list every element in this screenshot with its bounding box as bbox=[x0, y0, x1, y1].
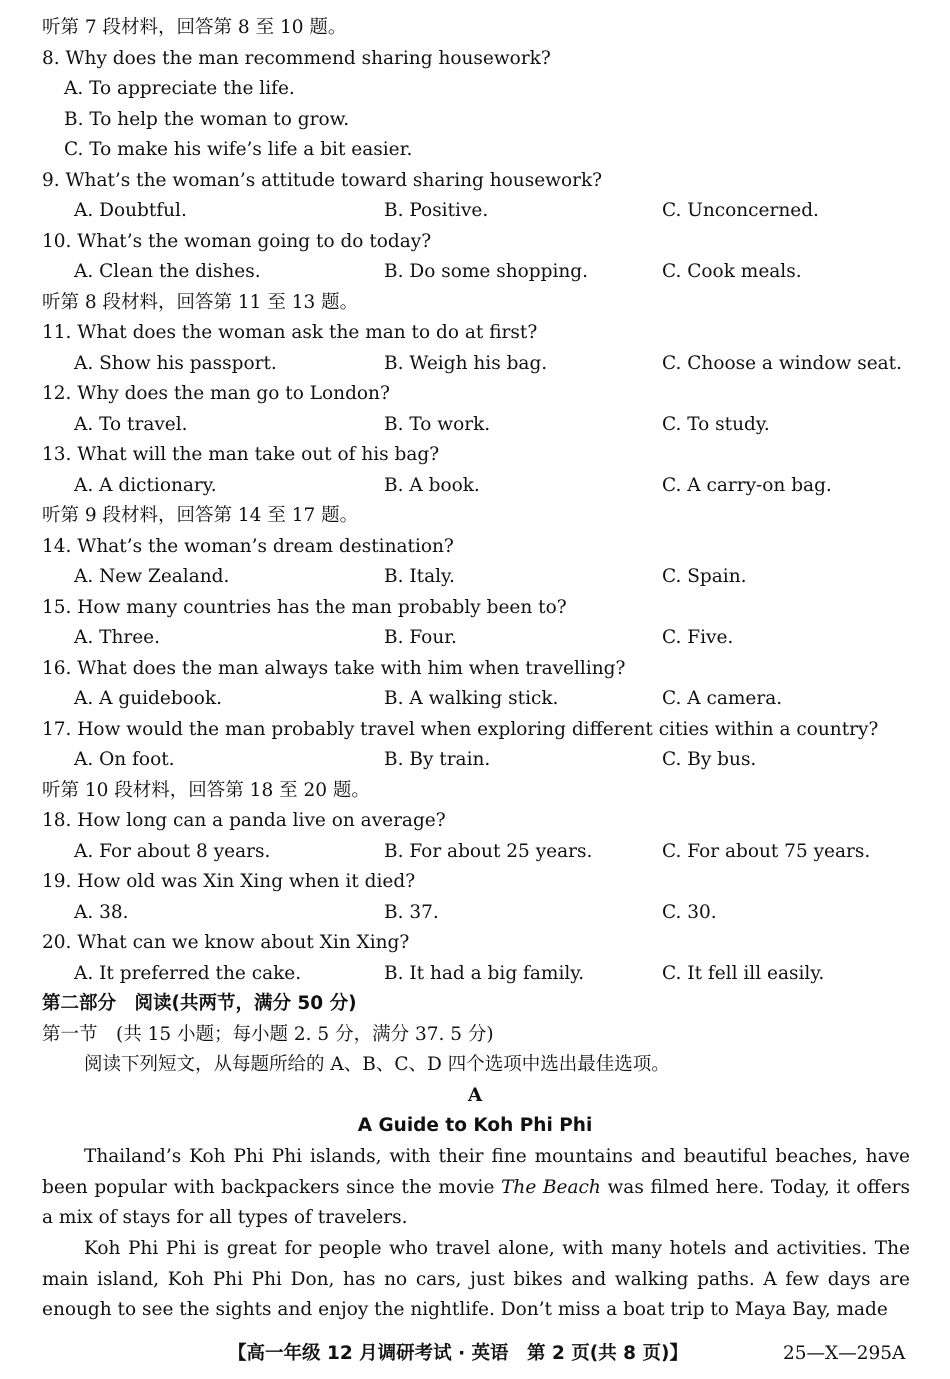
option-c: C. Spain. bbox=[662, 566, 747, 587]
option-c: C. To study. bbox=[662, 414, 770, 435]
option-8a: A. To appreciate the life. bbox=[64, 78, 295, 99]
question-20: 20. What can we know about Xin Xing? bbox=[42, 932, 410, 953]
passage-paragraph-1 bbox=[42, 1142, 910, 1234]
option-b: B. For about 25 years. bbox=[384, 841, 593, 862]
question-10: 10. What’s the woman going to do today? bbox=[42, 231, 432, 252]
instruction: 阅读下列短文，从每题所给的 A、B、C、D 四个选项中选出最佳选项。 bbox=[84, 1054, 670, 1075]
question-11: 11. What does the woman ask the man to do at first? bbox=[42, 322, 538, 343]
option-a: A. 38. bbox=[74, 902, 129, 923]
option-b: B. Do some shopping. bbox=[384, 261, 588, 282]
option-b: B. A book. bbox=[384, 475, 480, 496]
option-c: C. 30. bbox=[662, 902, 717, 923]
option-c: C. For about 75 years. bbox=[662, 841, 871, 862]
question-18: 18. How long can a panda live on average? bbox=[42, 810, 446, 831]
movie-title: The Beach bbox=[501, 1176, 601, 1198]
option-a: A. New Zealand. bbox=[74, 566, 230, 587]
option-b: B. 37. bbox=[384, 902, 439, 923]
option-c: C. A carry-on bag. bbox=[662, 475, 832, 496]
option-c: C. It fell ill easily. bbox=[662, 963, 825, 984]
option-a: A. For about 8 years. bbox=[74, 841, 271, 862]
options-19 bbox=[74, 898, 934, 929]
option-b: B. To work. bbox=[384, 414, 491, 435]
option-8c: C. To make his wife’s life a bit easier. bbox=[64, 139, 413, 160]
option-c: C. Cook meals. bbox=[662, 261, 802, 282]
options-12 bbox=[74, 410, 934, 441]
option-8b: B. To help the woman to grow. bbox=[64, 109, 350, 130]
option-a: A. A dictionary. bbox=[74, 475, 217, 496]
listening-heading: 听第 8 段材料，回答第 11 至 13 题。 bbox=[42, 292, 359, 313]
option-b: B. Positive. bbox=[384, 200, 489, 221]
question-14: 14. What’s the woman’s dream destination? bbox=[42, 536, 454, 557]
options-10 bbox=[74, 257, 934, 288]
passage-paragraph-2: Koh Phi Phi is great for people who travel alone, with many hotels and activities. The main island, Koh Phi Phi Don, has no cars, just bikes and walking paths. A few days are enough to see the sights and enjoy the nightlife. Don’t miss a boat trip to Maya Bay, made bbox=[42, 1238, 910, 1320]
options-14 bbox=[74, 562, 934, 593]
option-b: B. By train. bbox=[384, 749, 491, 770]
question-16: 16. What does the man always take with him when travelling? bbox=[42, 658, 626, 679]
option-b: B. A walking stick. bbox=[384, 688, 559, 709]
listening-heading: 听第 10 段材料，回答第 18 至 20 题。 bbox=[42, 780, 370, 801]
part-title: 第二部分 阅读(共两节，满分 50 分) bbox=[42, 993, 357, 1014]
option-a: A. On foot. bbox=[74, 749, 175, 770]
option-a: A. To travel. bbox=[74, 414, 188, 435]
question-17: 17. How would the man probably travel when exploring different cities within a country? bbox=[42, 719, 879, 740]
option-b: B. Italy. bbox=[384, 566, 455, 587]
option-c: C. A camera. bbox=[662, 688, 783, 709]
question-9: 9. What’s the woman’s attitude toward sharing housework? bbox=[42, 170, 603, 191]
options-13 bbox=[74, 471, 934, 502]
option-c: C. Unconcerned. bbox=[662, 200, 819, 221]
passage-letter: A bbox=[467, 1085, 483, 1106]
option-a: A. Clean the dishes. bbox=[74, 261, 261, 282]
listening-heading: 听第 7 段材料，回答第 8 至 10 题。 bbox=[42, 17, 347, 38]
option-a: A. It preferred the cake. bbox=[74, 963, 302, 984]
question-8: 8. Why does the man recommend sharing housework? bbox=[42, 48, 551, 69]
option-b: B. Weigh his bag. bbox=[384, 353, 548, 374]
paragraph-text: Thailand’s Koh Phi Phi islands, with their fine mountains and beautiful beaches, have been popular with backpackers since the movie bbox=[42, 1146, 910, 1198]
paragraph-text: was filmed here. Today, it offers a mix of stays for all types of travelers. bbox=[42, 1176, 910, 1228]
option-b: B. Four. bbox=[384, 627, 457, 648]
paper-code: 25—X—295A bbox=[783, 1343, 906, 1364]
option-c: C. Five. bbox=[662, 627, 734, 648]
options-9 bbox=[74, 196, 934, 227]
options-16 bbox=[74, 684, 934, 715]
option-a: A. Show his passport. bbox=[74, 353, 277, 374]
options-18 bbox=[74, 837, 934, 868]
options-11 bbox=[74, 349, 934, 380]
option-b: B. It had a big family. bbox=[384, 963, 585, 984]
options-15 bbox=[74, 623, 934, 654]
question-12: 12. Why does the man go to London? bbox=[42, 383, 390, 404]
passage-title: A Guide to Koh Phi Phi bbox=[357, 1115, 593, 1136]
option-c: C. By bus. bbox=[662, 749, 757, 770]
option-a: A. Doubtful. bbox=[74, 200, 187, 221]
exam-info: 【高一年级 12 月调研考试 · 英语 第 2 页(共 8 页)】 bbox=[228, 1343, 688, 1364]
options-20 bbox=[74, 959, 934, 990]
option-a: A. Three. bbox=[74, 627, 160, 648]
option-c: C. Choose a window seat. bbox=[662, 353, 902, 374]
listening-heading: 听第 9 段材料，回答第 14 至 17 题。 bbox=[42, 505, 359, 526]
question-15: 15. How many countries has the man probably been to? bbox=[42, 597, 567, 618]
question-19: 19. How old was Xin Xing when it died? bbox=[42, 871, 416, 892]
option-a: A. A guidebook. bbox=[74, 688, 223, 709]
question-13: 13. What will the man take out of his bag? bbox=[42, 444, 440, 465]
options-17 bbox=[74, 745, 934, 776]
section-title: 第一节 (共 15 小题；每小题 2. 5 分，满分 37. 5 分) bbox=[42, 1024, 494, 1045]
